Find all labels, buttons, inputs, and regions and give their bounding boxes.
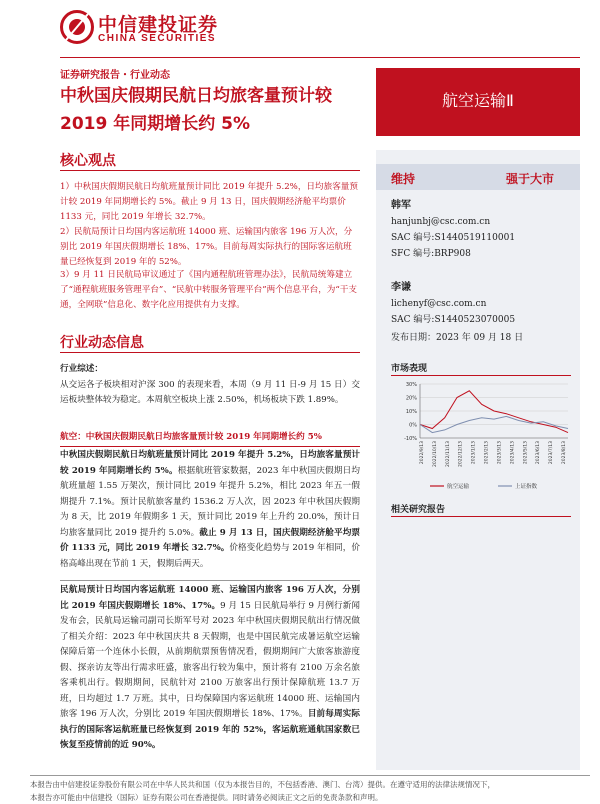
summary-text: 从交运各子板块相对沪深 300 的表现来看，本周（9 月 11 日-9 月 15 日）交运板块整体较为稳定。本周航空板块上涨 2.50%，机场板块下跌 1.89%。	[60, 379, 360, 405]
analyst-email[interactable]: hanjunbj@csc.com.cn	[391, 217, 491, 227]
x-tick-label: 2023/8/13	[562, 441, 567, 465]
paragraph-lead: 民航局预计日均国内客运航班 14000 班、运输国内旅客 196 万人次，分别比 2019 年国庆假期增长 18%、17%。	[60, 585, 360, 611]
publish-date: 发布日期：2023 年 09 月 18 日	[391, 333, 524, 343]
y-tick-label: 10%	[405, 409, 417, 415]
paragraph-text: 根据航班管家数据，2023 年中秋国庆假期日均航班量超 1.55 万架次，预计同比 2019 年提升 5.2%，相比 2023 年五一假期提升 7.1%。预计民航旅客量约 1536.2 万人次，因 2023 年中秋国庆假期为 8 天，比 2019 年假期多 1 天，预计同比 2019 年上升约 20.0%，预计日均旅客量同比 2019 提升约 5.0%。	[60, 465, 360, 538]
related-divider	[391, 516, 571, 517]
x-tick-label: 2022/12/13	[458, 441, 464, 467]
logo-english-text: CHINA SECURITIES	[98, 33, 217, 44]
x-tick-label: 2023/5/13	[523, 441, 529, 465]
x-tick-label: 2023/2/13	[484, 441, 490, 465]
y-tick-label: -10%	[404, 436, 417, 442]
footer-divider	[30, 775, 590, 776]
x-tick-label: 2022/10/13	[432, 441, 438, 467]
x-tick-label: 2023/6/13	[536, 441, 542, 465]
aviation-subheading: 航空：中秋国庆假期民航日均旅客量预计较 2019 年同期增长约 5%	[60, 432, 322, 442]
analyst-sac: SAC 编号:S1440519110001	[391, 233, 516, 243]
paragraph-highlight: 截止 9 月 13 日，国庆假期经济舱平均票价 1133 元，同比 2019 年增长 32.7%。	[60, 527, 360, 553]
rating-value: 强于大市	[506, 172, 555, 186]
disclaimer-line: 本报告由中信建投证券股份有限公司在中华人民共和国（仅为本报告目的，不包括香港、澳门、台湾）提供。在遵守适用的法律法规情况下，	[30, 780, 495, 789]
y-tick-label: 0%	[409, 422, 417, 429]
market-chart-title: 市场表现	[391, 364, 428, 374]
x-tick-label: 2023/1/13	[471, 441, 477, 465]
x-tick-label: 2022/11/13	[445, 441, 451, 467]
paragraph-caac	[60, 583, 360, 754]
disclaimer-line: 本报告亦可能由中信建投（国际）证券有限公司在香港提供。同时请务必阅读正文之后的免责条款和声明。	[30, 793, 383, 802]
analyst-name: 李谦	[391, 282, 411, 293]
analyst-sac: SAC 编号:S1440523070005	[391, 315, 516, 325]
section-divider	[60, 580, 360, 581]
page-title: 中秋国庆假期民航日均旅客量预计较 2019 年同期增长约 5%	[60, 86, 332, 134]
paragraph-highlight: 目前每周实际执行的国际客运航班量已经恢复到 2019 年的 52%，客运航班通航国家数已恢复至疫情前的近 90%。	[60, 709, 360, 750]
paragraph-text: 价格变化趋势与 2019 年相同，价格高峰出现在节前 1 天，假期后两天。	[60, 543, 360, 569]
x-tick-label: 2023/3/13	[497, 441, 503, 465]
disclaimer-footer	[30, 778, 600, 804]
industry-news-divider	[60, 352, 360, 353]
header-divider	[60, 57, 580, 58]
x-tick-label: 2023/7/13	[549, 441, 555, 465]
analyst-name: 韩军	[391, 200, 411, 211]
paragraph-lead: 中秋国庆假期民航日均航班量预计同比 2019 年提升 5.2%，日均旅客量预计较 2019 年同期增长约 5%。	[60, 450, 360, 476]
market-performance-chart	[388, 376, 578, 496]
summary-label: 行业综述：	[60, 364, 103, 374]
analyst-email[interactable]: lichenyf@csc.com.cn	[391, 299, 487, 309]
legend-label: 航空运输	[447, 484, 470, 490]
y-tick-label: 20%	[405, 395, 417, 402]
core-point: 3）9 月 11 日民航局审议通过了《国内通程航班管理办法》，民航局统筹建立了“通程航班服务管理平台”、“民航中转服务管理平台”两个信息平台，为“干支通，全网联”信息化、数字化应用提供有力支撑。	[60, 270, 357, 310]
x-tick-label: 2023/4/13	[510, 441, 516, 465]
y-tick-label: 30%	[405, 382, 417, 388]
summary-paragraph	[60, 362, 360, 409]
paragraph-text: 9 月 15 日民航局举行 9 月例行新闻发布会，民航局运输司副司长斯军号对 2023 年中秋国庆假期民航出行情况做了相关介绍：2023 年中秋国庆共 8 天假期，也是中国民航完成暑运航空运输保障后第一个连休小长假，从前期航票预售情况看，假期期间广大旅客旅游度假、探亲访友等出行需求旺盛，旅客出行较为集中，预计将有 2100 万余名旅客乘机出行。假期期间，民航针对 2100 万旅客出行预计保障航班 13.7 万班，日均超过 1.7 万班。其中，日均保障国内客运航班 14000 班、运输国内旅客 196 万人次，分别比 2019 年国庆假期增长 18%、17%。	[60, 600, 360, 719]
analyst-sfc: SFC 编号:BRP908	[391, 249, 471, 259]
related-reports-title: 相关研究报告	[391, 505, 446, 515]
breadcrumb: 证券研究报告・行业动态	[60, 70, 170, 81]
paragraph-flights	[60, 448, 360, 572]
subheading-divider	[60, 446, 360, 447]
industry-news-title: 行业动态信息	[60, 335, 144, 351]
core-views-title: 核心观点	[60, 153, 116, 169]
rating-action: 维持	[391, 172, 416, 186]
company-logo-icon	[60, 10, 94, 44]
core-views-divider	[60, 170, 360, 171]
sector-label: 航空运输Ⅱ	[442, 91, 514, 110]
core-point: 1）中秋国庆假期民航日均航班量预计同比 2019 年提升 5.2%，日均旅客量预计较 2019 年同期增长约 5%。截止 9 月 13 日，国庆假期经济舱平均票价 1133 元，同比 2019 年增长 32.7%。	[60, 182, 358, 222]
legend-label: 上证指数	[515, 484, 538, 490]
logo-chinese-text: 中信建投证券	[98, 14, 219, 36]
series-line	[420, 391, 568, 433]
x-tick-label: 2022/9/13	[420, 441, 425, 465]
core-point: 2）民航局预计日均国内客运航班 14000 班、运输国内旅客 196 万人次，分别比 2019 年国庆假期增长 18%、17%。目前每周实际执行的国际客运航班量已经恢复到 2019 年的 52%。	[60, 227, 353, 267]
